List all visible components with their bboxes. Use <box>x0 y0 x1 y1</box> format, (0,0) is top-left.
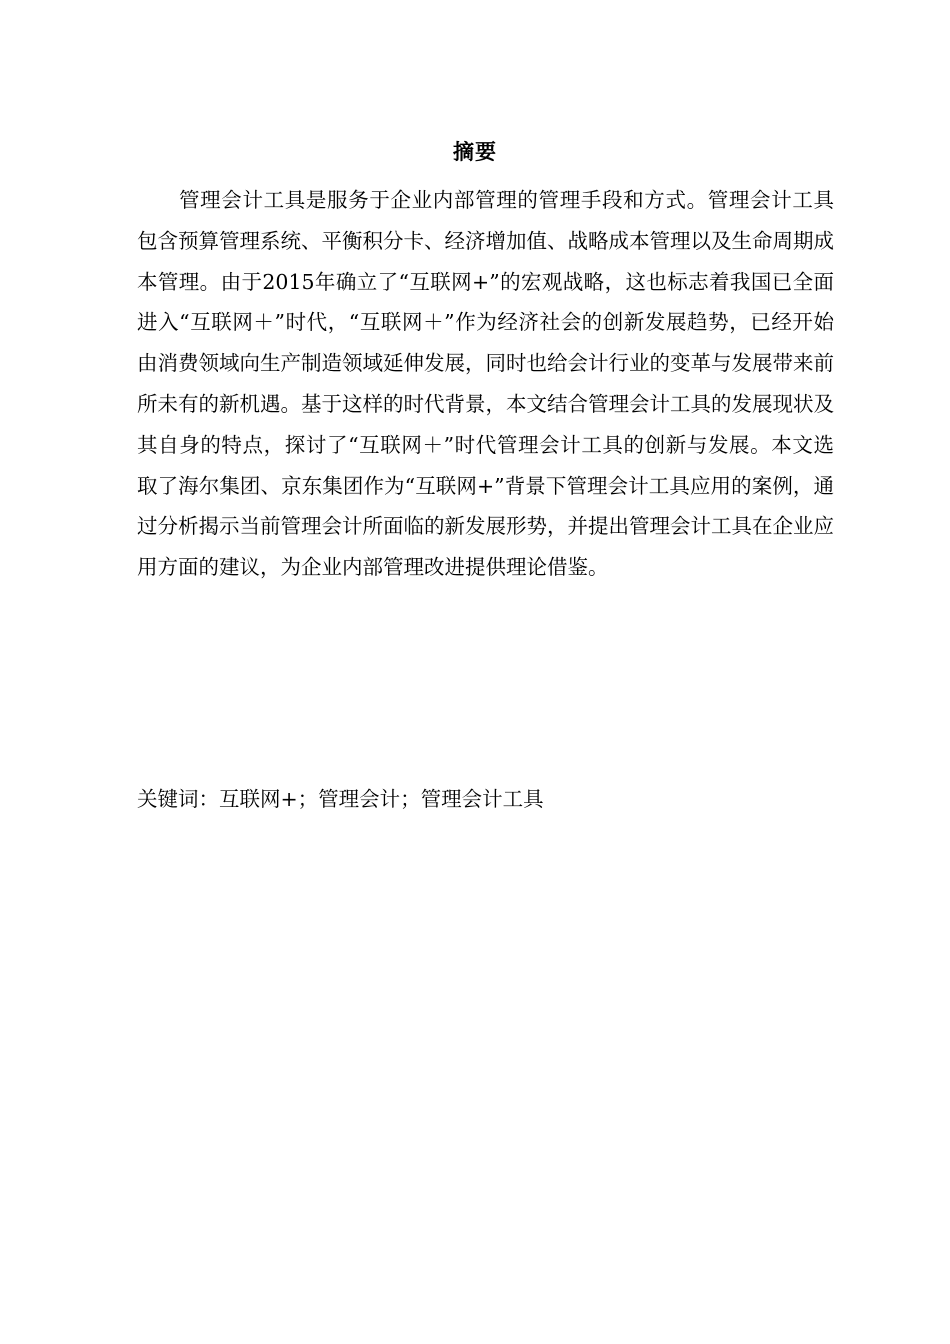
abstract-title: 摘要 <box>453 139 497 164</box>
keywords-line: 关键词：互联网+；管理会计；管理会计工具 <box>137 787 544 811</box>
abstract-paragraph: 管理会计工具是服务于企业内部管理的管理手段和方式。管理会计工具包含预算管理系统、平衡积分卡、经济增加值、战略成本管理以及生命周期成本管理。由于2015年确立了“互联网+”的宏观战略，这也标志着我国已全面进入“互联网＋”时代，“互联网＋”作为经济社会的创新发展趋势，已经开始由消费领域向生产制造领域延伸发展，同时也给会计行业的变革与发展带来前所未有的新机遇。基于这样的时代背景，本文结合管理会计工具的发展现状及其自身的特点，探讨了“互联网＋”时代管理会计工具的创新与发展。本文选取了海尔集团、京东集团作为“互联网+”背景下管理会计工具应用的案例，通过分析揭示当前管理会计所面临的新发展形势，并提出管理会计工具在企业应用方面的建议，为企业内部管理改进提供理论借鉴。 <box>137 188 834 580</box>
